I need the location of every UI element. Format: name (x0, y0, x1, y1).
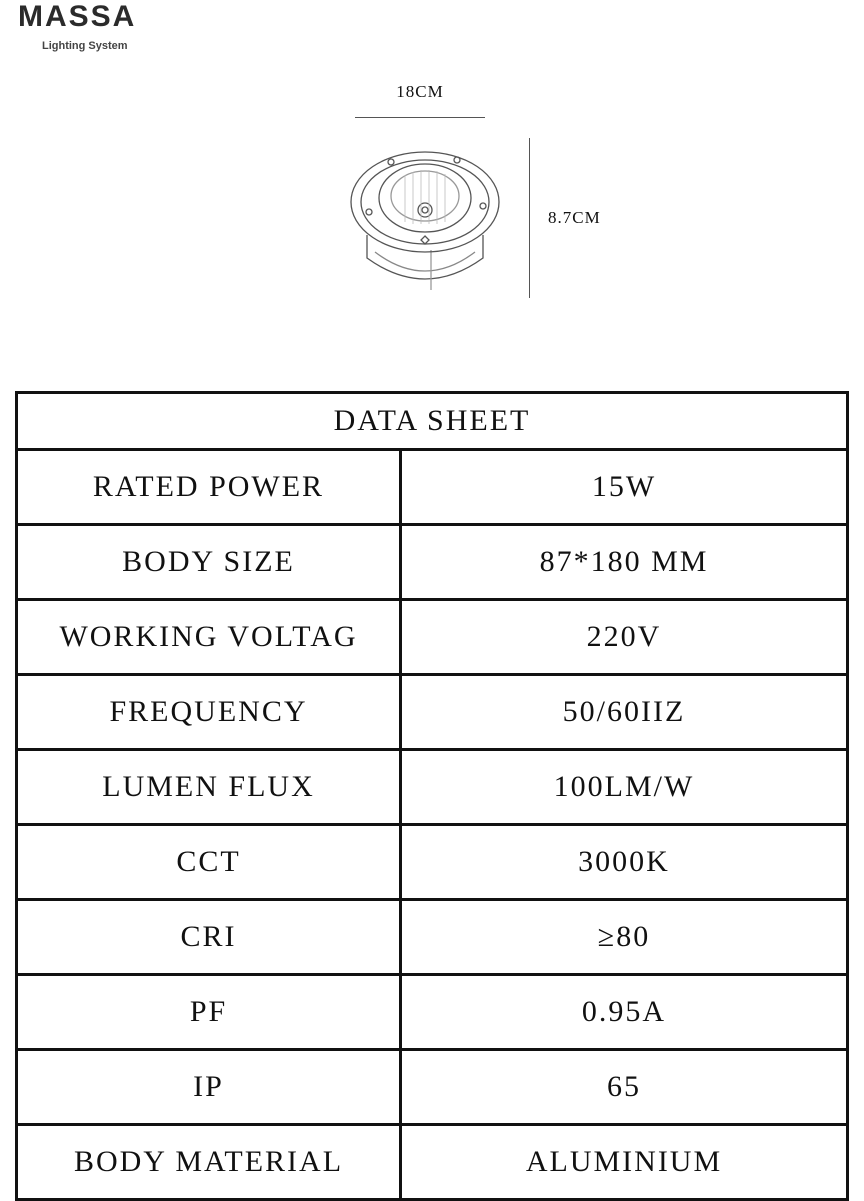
row-key: CCT (18, 826, 402, 898)
row-value: 0.95A (581, 995, 667, 1028)
table-row (18, 751, 846, 826)
height-dimension-line (529, 138, 530, 298)
brand-logo (18, 0, 136, 52)
height-dimension-label: 8.7CM (548, 208, 601, 227)
row-value: 220V (586, 620, 662, 653)
row-value: 87*180 MM (539, 545, 709, 578)
width-dimension-label: 18CM (396, 82, 444, 101)
row-key: PF (18, 976, 402, 1048)
table-row (18, 826, 846, 901)
table-row (18, 976, 846, 1051)
row-key: LUMEN FLUX (18, 751, 402, 823)
row-value: 65 (607, 1070, 641, 1103)
data-sheet-title: DATA SHEET (18, 394, 846, 451)
row-key: RATED POWER (18, 451, 402, 523)
row-value: 15W (591, 470, 657, 503)
table-row (18, 901, 846, 976)
table-row (18, 451, 846, 526)
row-value: 3000K (578, 845, 670, 878)
table-row (18, 1126, 846, 1201)
row-value: ALUMINIUM (525, 1145, 723, 1178)
width-dimension-line (355, 117, 485, 118)
row-key: WORKING VOLTAG (18, 601, 402, 673)
row-key: IP (18, 1051, 402, 1123)
row-value: ≥80 (597, 920, 651, 953)
row-key: BODY SIZE (18, 526, 402, 598)
row-key: CRI (18, 901, 402, 973)
table-row (18, 526, 846, 601)
lamp-drawing-icon (345, 140, 505, 295)
table-row (18, 1051, 846, 1126)
data-sheet-table (15, 391, 849, 1201)
row-value: 50/60IIZ (562, 695, 686, 728)
table-row (18, 601, 846, 676)
row-key: FREQUENCY (18, 676, 402, 748)
brand-name: MASSA (18, 0, 137, 33)
table-row (18, 676, 846, 751)
brand-tagline: Lighting System (42, 40, 128, 52)
row-key: BODY MATERIAL (18, 1126, 402, 1198)
row-value: 100LM/W (553, 770, 695, 803)
